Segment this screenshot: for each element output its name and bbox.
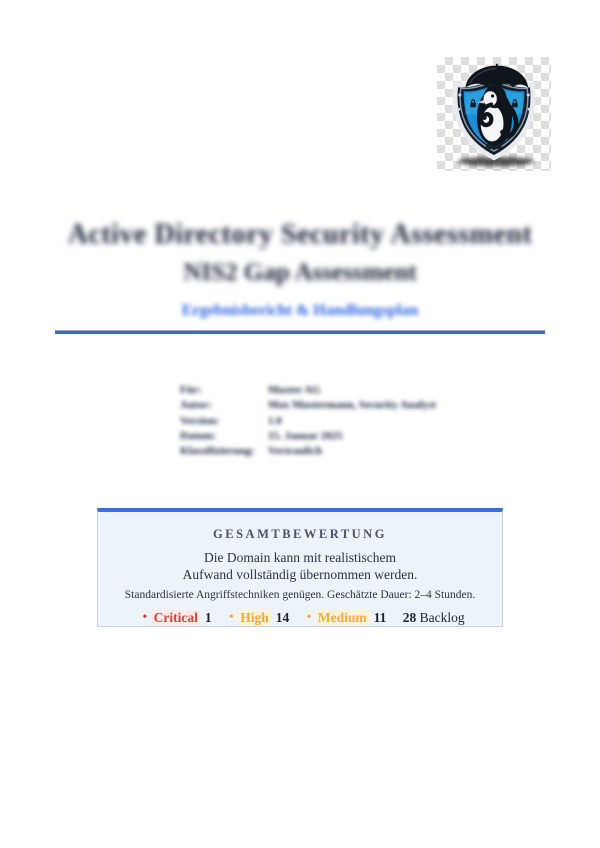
company-logo <box>437 57 551 171</box>
metadata-value: 15. Januar 2025 <box>268 429 343 442</box>
high-badge <box>229 610 289 625</box>
critical-count: 1 <box>204 610 212 625</box>
metadata-label: Klassifizierung: <box>180 445 255 458</box>
medium-badge <box>307 610 387 625</box>
metadata-label: Für: <box>180 384 202 396</box>
report-subtitle: NIS2 Gap Assessment <box>183 259 417 286</box>
backlog-label: Backlog <box>419 610 465 625</box>
report-title: Active Directory Security Assessment <box>67 219 533 250</box>
high-dot-icon: • <box>228 610 234 625</box>
title-divider-rule <box>55 330 545 334</box>
backlog-count: 28 <box>402 610 417 625</box>
metadata-row <box>180 429 436 444</box>
assessment-box-title: GESAMTBEWERTUNG <box>213 527 387 541</box>
assessment-statement-line2: Aufwand vollständig übernommen werden. <box>182 567 418 582</box>
document-metadata <box>180 383 436 459</box>
metadata-value: 1.0 <box>268 414 282 427</box>
assessment-detail-line: Standardisierte Angriffstechniken genügen. Geschätzte Dauer: 2–4 Stunden. <box>124 589 476 601</box>
assessment-statement-line1: Die Domain kann mit realistischem <box>204 550 396 565</box>
medium-count: 11 <box>373 610 387 625</box>
metadata-value: Vertraulich <box>268 445 322 458</box>
metadata-value: Max Mustermann, Security Analyst <box>268 399 437 412</box>
medium-dot-icon: • <box>306 610 312 625</box>
metadata-label: Version: <box>180 414 220 427</box>
metadata-label: Datum: <box>180 429 217 442</box>
high-count: 14 <box>275 610 290 625</box>
metadata-row <box>180 398 436 413</box>
high-label: High <box>237 610 272 625</box>
critical-badge <box>142 610 211 625</box>
metadata-row <box>180 414 436 429</box>
metadata-row <box>180 383 436 398</box>
medium-label: Medium <box>315 610 370 625</box>
metadata-row <box>180 444 436 459</box>
backlog-badge <box>403 610 465 625</box>
overall-assessment-box <box>97 508 503 627</box>
severity-badge-row <box>98 610 502 626</box>
penguin-shield-umbrella-icon <box>437 57 551 171</box>
report-section-heading: Ergebnisbericht & Handlungsplan <box>181 302 419 319</box>
critical-label: Critical <box>151 610 201 625</box>
metadata-label: Autor: <box>180 399 212 412</box>
critical-dot-icon: • <box>142 610 148 625</box>
metadata-value: Muster AG <box>268 384 321 396</box>
